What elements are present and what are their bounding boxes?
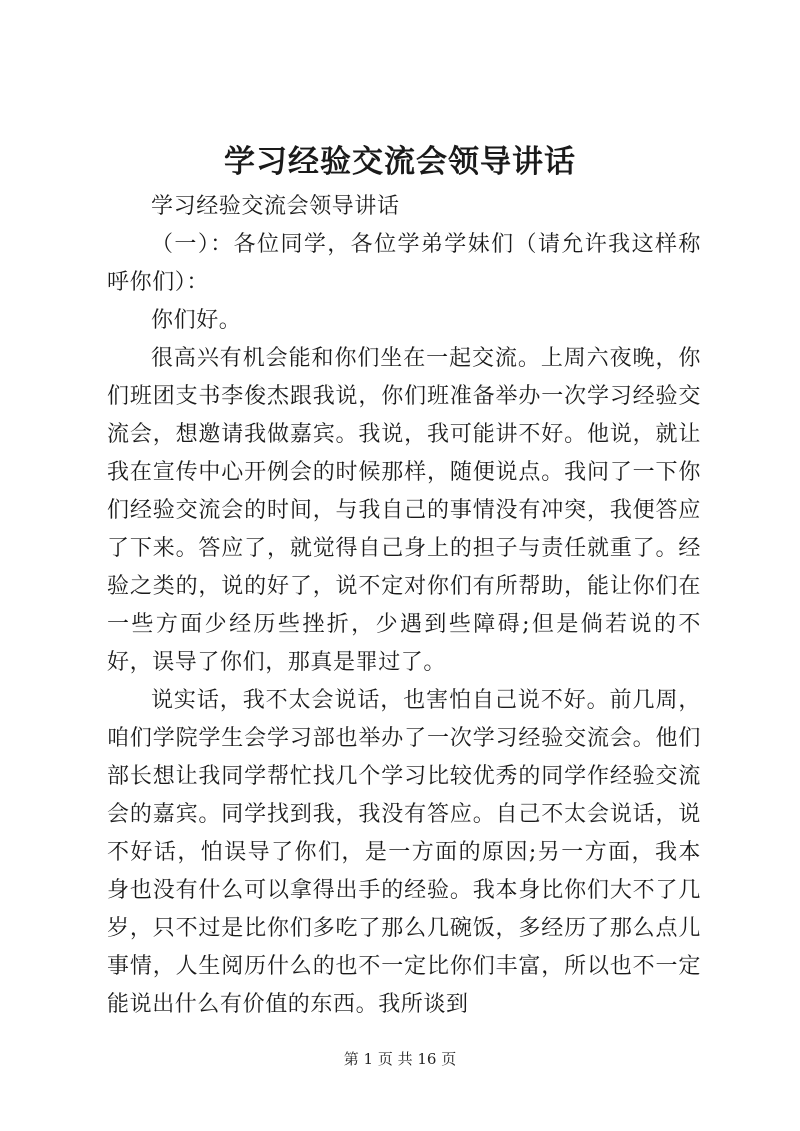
page-title: 学习经验交流会领导讲话 [224,144,576,180]
greeting-paragraph: 你们好。 [151,308,242,333]
page-footer [0,1048,800,1069]
page-number-label: 第 1 页 共 16 页 [343,1050,457,1068]
subtitle-paragraph: 学习经验交流会领导讲话 [151,194,400,219]
body-paragraph: 很高兴有机会能和你们坐在一起交流。上周六夜晚，你们班团支书李俊杰跟我说，你们班准备举办一次学习经验交流会，想邀请我做嘉宾。我说，我可能讲不好。他说，就让我在宣传中心开例会的时候那样，随便说点。我问了一下你们经验交流会的时间，与我自己的事情没有冲突，我便答应了下来。答应了，就觉得自己身上的担子与责任就重了。经验之类的，说的好了，说不定对你们有所帮助，能让你们在一些方面少经历些挫折，少遇到些障碍;但是倘若说的不好，误导了你们，那真是罪过了。 [107,346,701,675]
document-body [107,188,701,1024]
body-paragraph: 说实话，我不太会说话，也害怕自己说不好。前几周，咱们学院学生会学习部也举办了一次学习经验交流会。他们部长想让我同学帮忙找几个学习比较优秀的同学作经验交流会的嘉宾。同学找到我，我没有答应。自己不太会说话，说不好话，怕误导了你们，是一方面的原因;另一方面，我本身也没有什么可以拿得出手的经验。我本身比你们大不了几岁，只不过是比你们多吃了那么几碗饭，多经历了那么点儿事情，人生阅历什么的也不一定比你们丰富，所以也不一定能说出什么有价值的东西。我所谈到 [107,688,701,1017]
salutation-paragraph: （一）：各位同学，各位学弟学妹们（请允许我这样称呼你们）： [107,232,701,295]
